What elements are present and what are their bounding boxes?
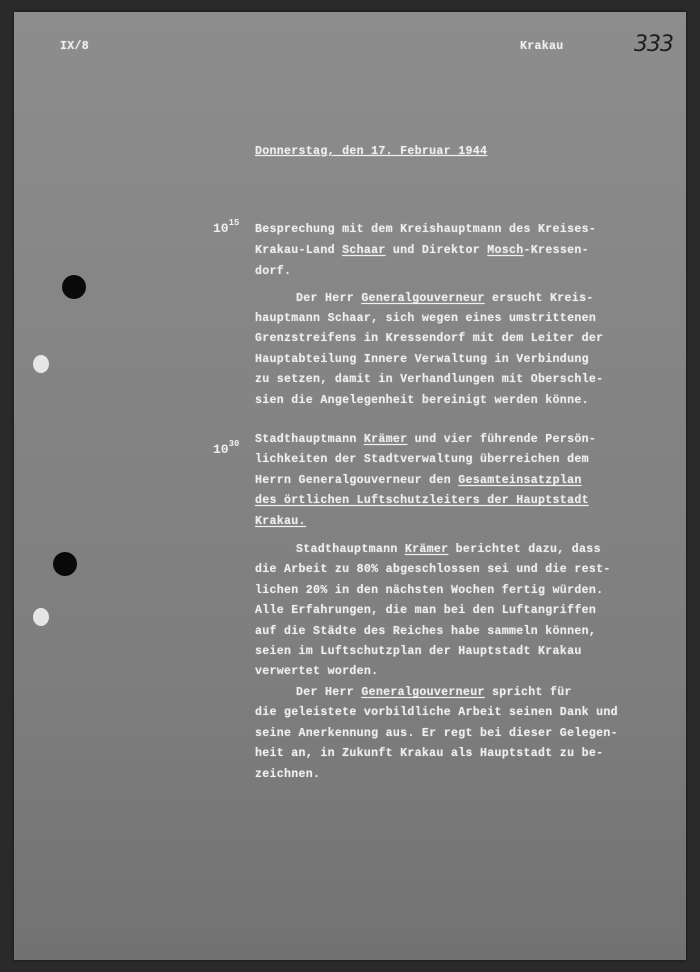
entry1-para2-line: zu setzen, damit in Verhandlungen mit Oberschle- — [255, 373, 604, 386]
entry1-para2-line: sien die Angelegenheit bereinigt werden könne. — [255, 394, 589, 407]
entry1-time: $10^{15}$ — [213, 218, 240, 236]
name-kraemer: Krämer — [363, 433, 408, 446]
punch-hole-4 — [33, 608, 49, 626]
entry2-para2-line: Alle Erfahrungen, die man bei den Luftangriffen — [255, 604, 597, 617]
entry2-para2-line: auf die Städte des Reiches habe sammeln können, — [255, 625, 597, 638]
punch-hole-1 — [62, 275, 86, 299]
entry2-para3-line: die geleistete vorbildliche Arbeit seinen Dank und — [255, 706, 618, 719]
location-header: Krakau — [520, 40, 564, 53]
entry1-line: dorf. — [255, 265, 292, 278]
page-number: 333 — [634, 32, 673, 57]
date-title: Donnerstag, den 17. Februar 1944 — [255, 145, 488, 158]
entry1-line: Krakau-Land Schaar und Direktor Mosch-Kressen- — [255, 244, 589, 257]
title-generalgouverneur: Generalgouverneur — [361, 292, 485, 305]
entry1-para2-line: Grenzstreifens in Kressendorf mit dem Leiter der — [255, 332, 604, 345]
entry2-para3-line: seine Anerkennung aus. Er regt bei dieser Gelegen- — [255, 727, 618, 740]
document-page — [14, 12, 686, 960]
entry1-para2-line: Hauptabteilung Innere Verwaltung in Verbindung — [255, 353, 589, 366]
entry2-time: $10^{30}$ — [213, 439, 240, 457]
entry1-para2-line: Der Herr Generalgouverneur ersucht Kreis- — [296, 292, 594, 305]
volume-reference: IX/8 — [60, 40, 90, 53]
entry2-line: lichkeiten der Stadtverwaltung überreichen dem — [255, 453, 589, 466]
punch-hole-2 — [33, 355, 49, 373]
entry2-para2-line: verwertet worden. — [255, 665, 379, 678]
entry2-para3-line: Der Herr Generalgouverneur spricht für — [296, 686, 572, 699]
entry2-line: Krakau. — [255, 515, 306, 528]
plan-title: Gesamteinsatzplan — [458, 474, 582, 487]
name-schaar: Schaar — [342, 244, 386, 257]
entry2-line: des örtlichen Luftschutzleiters der Hauptstadt — [255, 494, 589, 507]
entry2-para2-line: die Arbeit zu 80% abgeschlossen sei und die rest- — [255, 563, 611, 576]
entry2-para3-line: zeichnen. — [255, 768, 321, 781]
name-mosch: Mosch — [487, 244, 524, 257]
entry2-para2-line: Stadthauptmann Krämer berichtet dazu, dass — [296, 543, 601, 556]
entry2-line: Stadthauptmann Krämer und vier führende Persön- — [255, 433, 597, 446]
title-generalgouverneur: Generalgouverneur — [361, 686, 485, 699]
entry2-line: Herrn Generalgouverneur den Gesamteinsatzplan — [255, 474, 582, 487]
name-kraemer: Krämer — [404, 543, 449, 556]
entry2-para2-line: lichen 20% in den nächsten Wochen fertig würden. — [255, 584, 604, 597]
entry1-line: Besprechung mit dem Kreishauptmann des Kreises- — [255, 223, 597, 236]
entry2-para2-line: seien im Luftschutzplan der Hauptstadt Krakau — [255, 645, 582, 658]
entry2-para3-line: heit an, in Zukunft Krakau als Hauptstadt zu be- — [255, 747, 604, 760]
punch-hole-3 — [53, 552, 77, 576]
entry1-para2-line: hauptmann Schaar, sich wegen eines umstrittenen — [255, 312, 597, 325]
